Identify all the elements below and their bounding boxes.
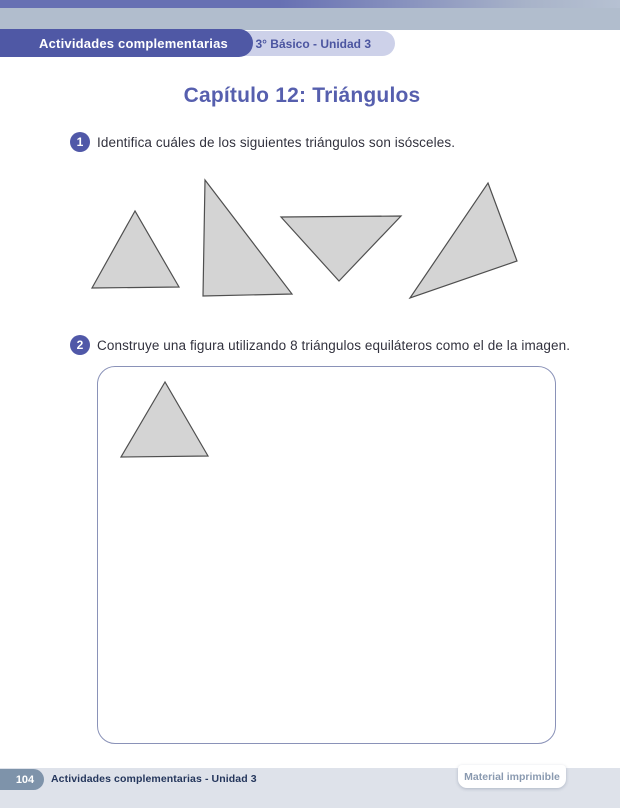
exercise-2-text: Construye una figura utilizando 8 triángulos equiláteros como el de la imagen. bbox=[97, 338, 571, 353]
drawing-area bbox=[97, 366, 556, 744]
top-gray-band bbox=[0, 8, 620, 30]
triangle-scalene bbox=[410, 183, 517, 298]
triangle-isosceles bbox=[92, 211, 179, 288]
triangle-inverted bbox=[281, 216, 401, 281]
top-accent-strip bbox=[0, 0, 620, 8]
page-title: Capítulo 12: Triángulos bbox=[183, 84, 421, 107]
section-pill bbox=[0, 29, 253, 57]
footer-breadcrumb: Actividades complementarias - Unidad 3 bbox=[51, 773, 257, 785]
unit-pill-label: 3° Básico - Unidad 3 bbox=[255, 36, 371, 51]
material-imprimible-label: Material imprimible bbox=[464, 770, 560, 783]
exercise-1-text: Identifica cuáles de los siguientes triángulos son isósceles. bbox=[97, 135, 456, 150]
exercise-2-badge: 2 bbox=[70, 335, 90, 355]
triangle-right bbox=[203, 180, 292, 296]
material-imprimible-tab bbox=[458, 765, 566, 788]
section-pill-label: Actividades complementarias bbox=[39, 35, 228, 51]
unit-pill bbox=[232, 31, 395, 56]
page-number-pill: 104 bbox=[0, 769, 44, 790]
exercise-1-badge: 1 bbox=[70, 132, 90, 152]
